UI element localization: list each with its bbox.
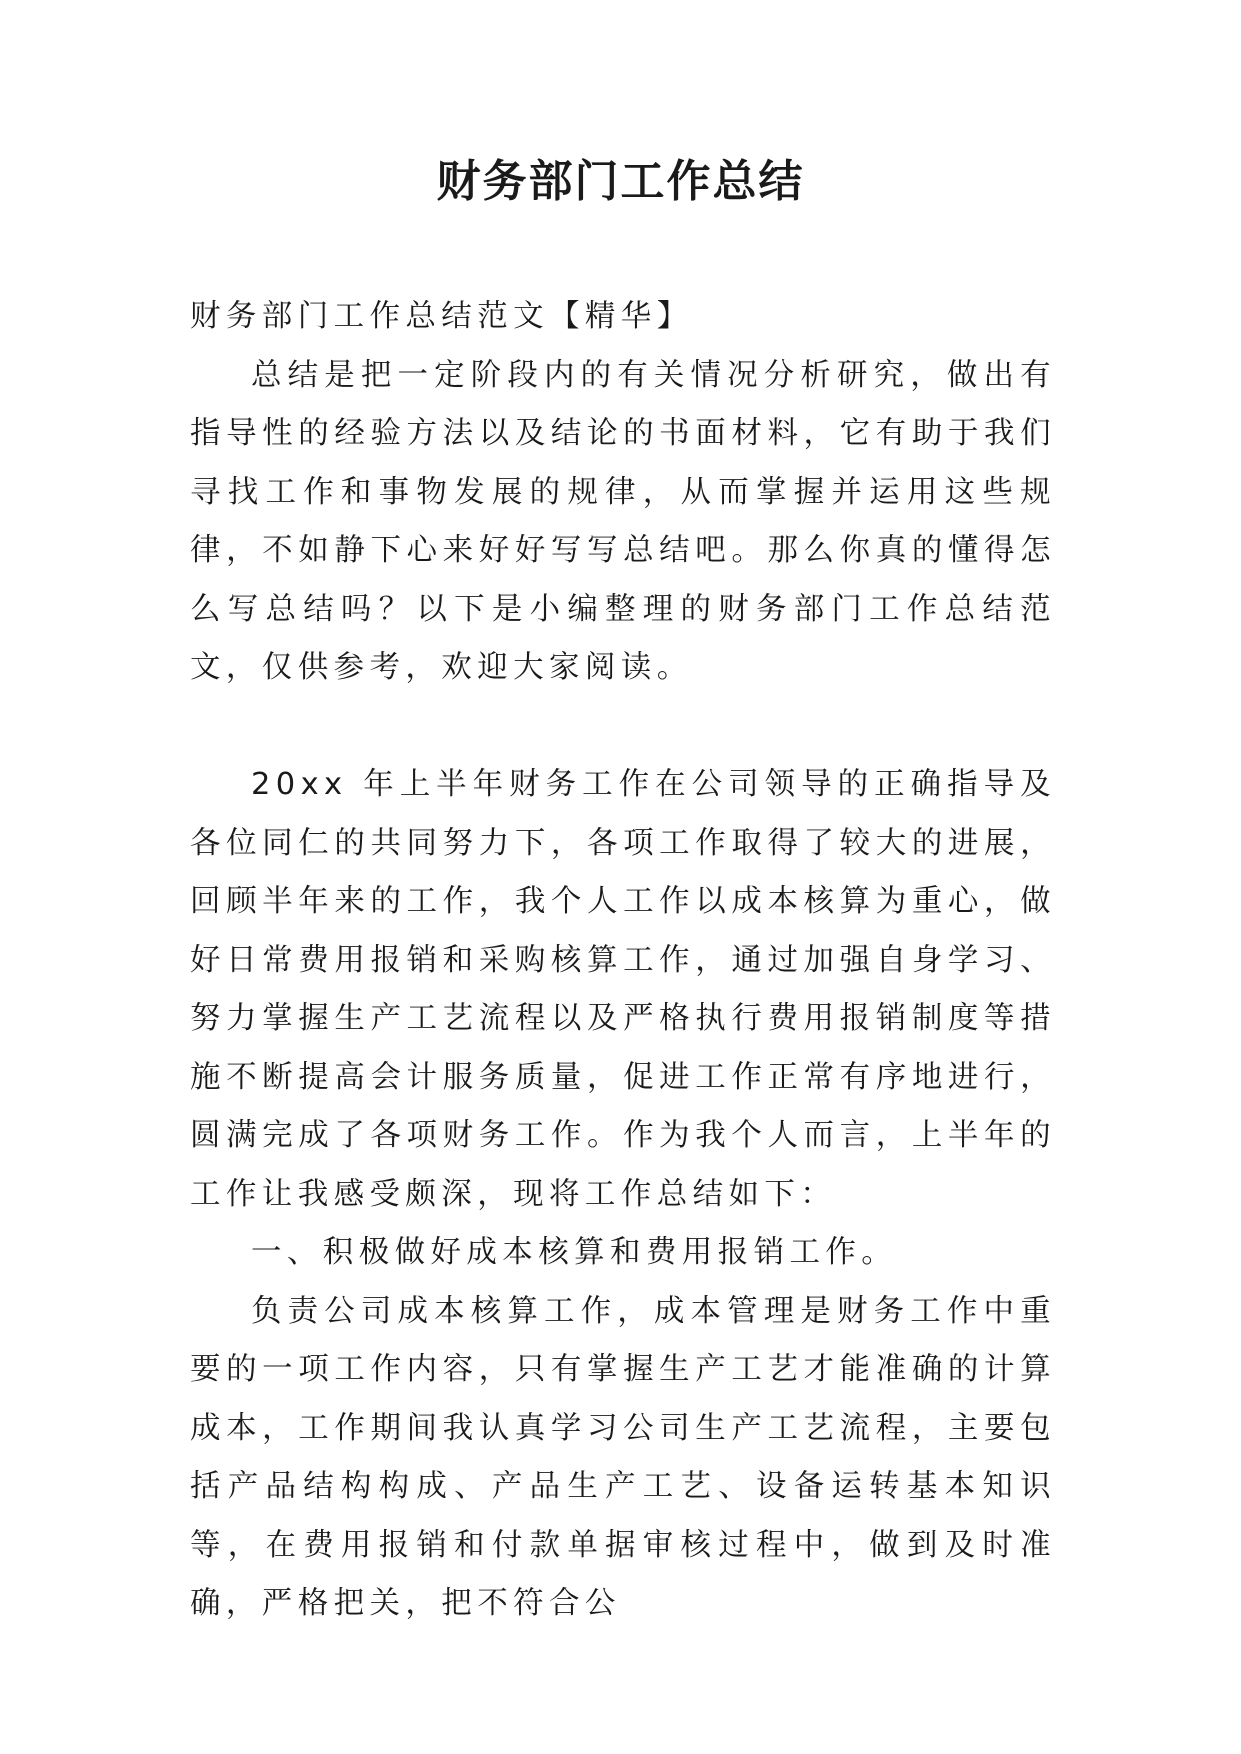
- document-title: 财务部门工作总结: [436, 156, 805, 207]
- overview-paragraph: 20xx 年上半年财务工作在公司领导的正确指导及各位同仁的共同努力下，各项工作取得了较大的进展，回顾半年来的工作，我个人工作以成本核算为重心，做好日常费用报销和采购核算工作，通过加强自身学习、努力掌握生产工艺流程以及严格执行费用报销制度等措施不断提高会计服务质量，促进工作正常有序地进行，圆满完成了各项财务工作。作为我个人而言，上半年的工作让我感受颇深，现将工作总结如下：: [190, 767, 1056, 1212]
- section-paragraph: 负责公司成本核算工作，成本管理是财务工作中重要的一项工作内容，只有掌握生产工艺才能准确的计算成本，工作期间我认真学习公司生产工艺流程，主要包括产品结构构成、产品生产工艺、设备运转基本知识等，在费用报销和付款单据审核过程中，做到及时准确，严格把关，把不符合公: [190, 1293, 1056, 1621]
- document-body: [190, 288, 1056, 1634]
- document-subtitle: 财务部门工作总结范文【精华】: [190, 299, 693, 334]
- section-heading: 一、积极做好成本核算和费用报销工作。: [251, 1235, 898, 1270]
- intro-paragraph: 总结是把一定阶段内的有关情况分析研究，做出有指导性的经验方法以及结论的书面材料，它有助于我们寻找工作和事物发展的规律，从而掌握并运用这些规律，不如静下心来好好写写总结吧。那么你真的懂得怎么写总结吗？以下是小编整理的财务部门工作总结范文，仅供参考，欢迎大家阅读。: [190, 357, 1056, 685]
- paragraph-spacer: [190, 698, 1056, 757]
